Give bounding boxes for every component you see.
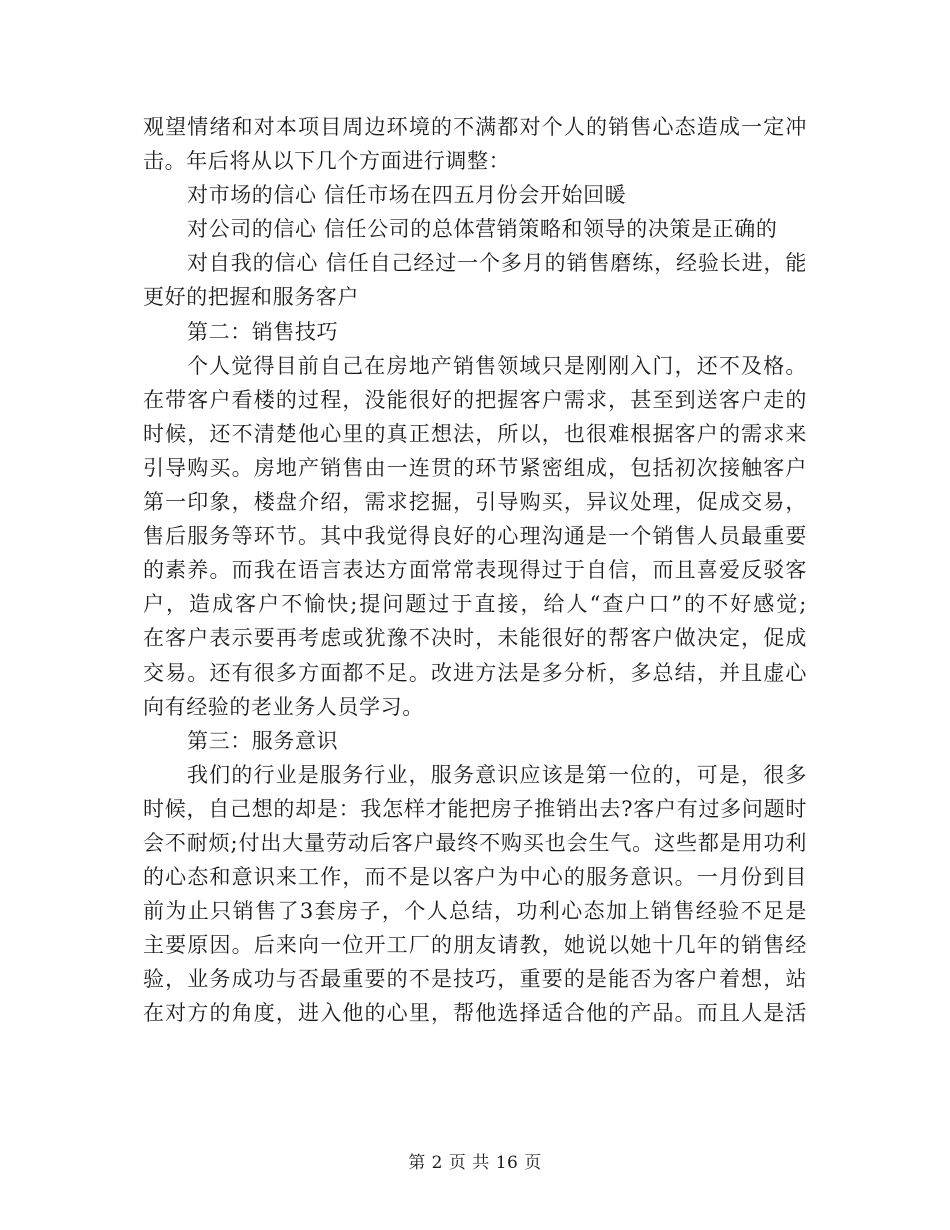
paragraph-line: 在客户表示要再考虑或犹豫不决时，未能很好的帮客户做决定，促成 — [143, 626, 807, 651]
paragraph-line: 的心态和意识来工作，而不是以客户为中心的服务意识。一月份到目 — [143, 865, 807, 890]
paragraph-line: 观望情绪和对本项目周边环境的不满都对个人的销售心态造成一定冲 — [143, 115, 807, 139]
paragraph-line: 时候，还不清楚他心里的真正想法，所以，也很难根据客户的需求来 — [143, 421, 807, 446]
paragraph-line: 主要原因。后来向一位开工厂的朋友请教，她说以她十几年的销售经 — [143, 933, 807, 958]
section-heading: 第三：服务意识 — [187, 728, 339, 753]
paragraph-line: 户，造成客户不愉快;提问题过于直接，给人“查户口”的不好感觉; — [143, 592, 807, 617]
paragraph-line: 的素养。而我在语言表达方面常常表现得过于自信，而且喜爱反驳客 — [143, 558, 807, 583]
paragraph-line: 对公司的信心 信任公司的总体营销策略和领导的决策是正确的 — [187, 217, 778, 242]
paragraph-line: 时候，自己想的却是：我怎样才能把房子推销出去?客户有过多问题时 — [143, 796, 807, 821]
paragraph-line: 交易。还有很多方面都不足。改进方法是多分析，多总结，并且虚心 — [143, 660, 807, 685]
paragraph-line: 会不耐烦;付出大量劳动后客户最终不购买也会生气。这些都是用功利 — [143, 830, 807, 855]
section-heading: 第二：销售技巧 — [187, 319, 339, 344]
paragraph-line: 前为止只销售了3套房子，个人总结，功利心态加上销售经验不足是 — [143, 899, 807, 924]
paragraph-line: 对市场的信心 信任市场在四五月份会开始回暖 — [187, 183, 627, 208]
paragraph-line: 我们的行业是服务行业，服务意识应该是第一位的，可是，很多 — [187, 762, 807, 787]
paragraph-line: 对自我的信心 信任自己经过一个多月的销售磨练，经验长进，能 — [187, 251, 807, 276]
paragraph-line: 第一印象，楼盘介绍，需求挖掘，引导购买，异议处理，促成交易， — [143, 490, 807, 515]
page-footer: 第 2 页 共 16 页 — [408, 1153, 542, 1173]
paragraph-line: 在带客户看楼的过程，没能很好的把握客户需求，甚至到送客户走的 — [143, 387, 807, 412]
body-text — [143, 110, 807, 1031]
paragraph-line: 在对方的角度，进入他的心里，帮他选择适合他的产品。而且人是活 — [143, 1001, 807, 1026]
paragraph-line: 向有经验的老业务人员学习。 — [143, 694, 424, 719]
paragraph-line: 个人觉得目前自己在房地产销售领域只是刚刚入门，还不及格。 — [187, 353, 807, 378]
paragraph-line: 更好的把握和服务客户 — [143, 285, 359, 310]
paragraph-line: 引导购买。房地产销售由一连贯的环节紧密组成，包括初次接触客户 — [143, 455, 807, 480]
paragraph-line: 售后服务等环节。其中我觉得良好的心理沟通是一个销售人员最重要 — [143, 524, 807, 549]
paragraph-line: 击。年后将从以下几个方面进行调整： — [143, 149, 511, 174]
paragraph-line: 验，业务成功与否最重要的不是技巧，重要的是能否为客户着想，站 — [143, 967, 807, 992]
